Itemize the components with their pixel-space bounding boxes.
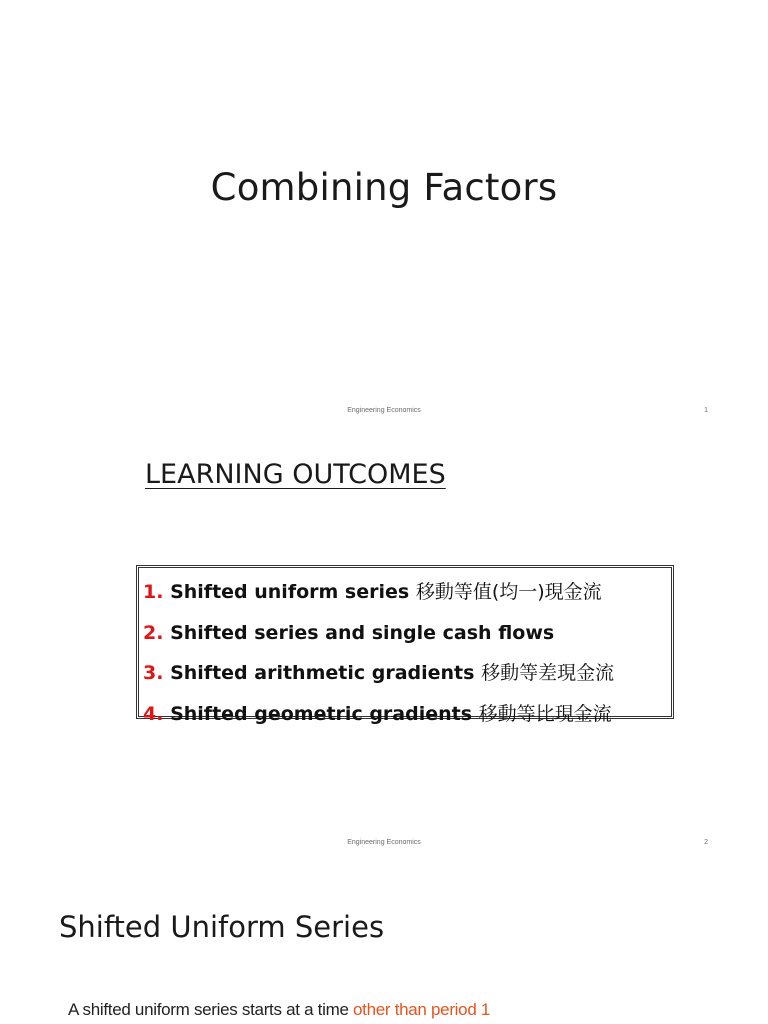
slide-body-text [68, 1000, 490, 1020]
learning-outcomes-box [136, 565, 674, 725]
outcome-number: 2. [143, 621, 164, 644]
outcome-number: 1. [143, 581, 164, 603]
outcome-item [143, 613, 671, 654]
outcome-text: Shifted geometric gradients [170, 702, 473, 725]
outcome-number: 4. [143, 702, 164, 725]
slide-page-number: 2 [704, 839, 708, 846]
outcome-item [143, 653, 671, 694]
slide-heading: Shifted Uniform Series [59, 910, 385, 944]
outcome-chinese: 移動等值(均一)現金流 [415, 581, 602, 603]
outcome-item [143, 572, 671, 613]
slide-page-number: 1 [704, 407, 708, 414]
slide-title: Combining Factors [210, 166, 558, 209]
slide-3 [0, 864, 768, 1024]
body-highlight: other than period 1 [353, 1000, 491, 1019]
slide-2 [0, 432, 768, 864]
slide-1 [0, 0, 768, 432]
outcome-chinese: 移動等比現金流 [478, 702, 612, 725]
outcome-chinese: 移動等差現金流 [481, 662, 615, 684]
slide-footer: Engineering Economics [347, 839, 421, 846]
slide-heading: LEARNING OUTCOMES [145, 459, 446, 490]
body-text: A shifted uniform series starts at a time [68, 1000, 349, 1019]
outcome-item [143, 694, 671, 735]
slide-footer: Engineering Economics [347, 407, 421, 414]
outcome-text: Shifted uniform series [170, 581, 410, 603]
outcome-text: Shifted series and single cash flows [170, 621, 555, 644]
outcome-number: 3. [143, 662, 164, 684]
outcome-text: Shifted arithmetic gradients [170, 662, 475, 684]
